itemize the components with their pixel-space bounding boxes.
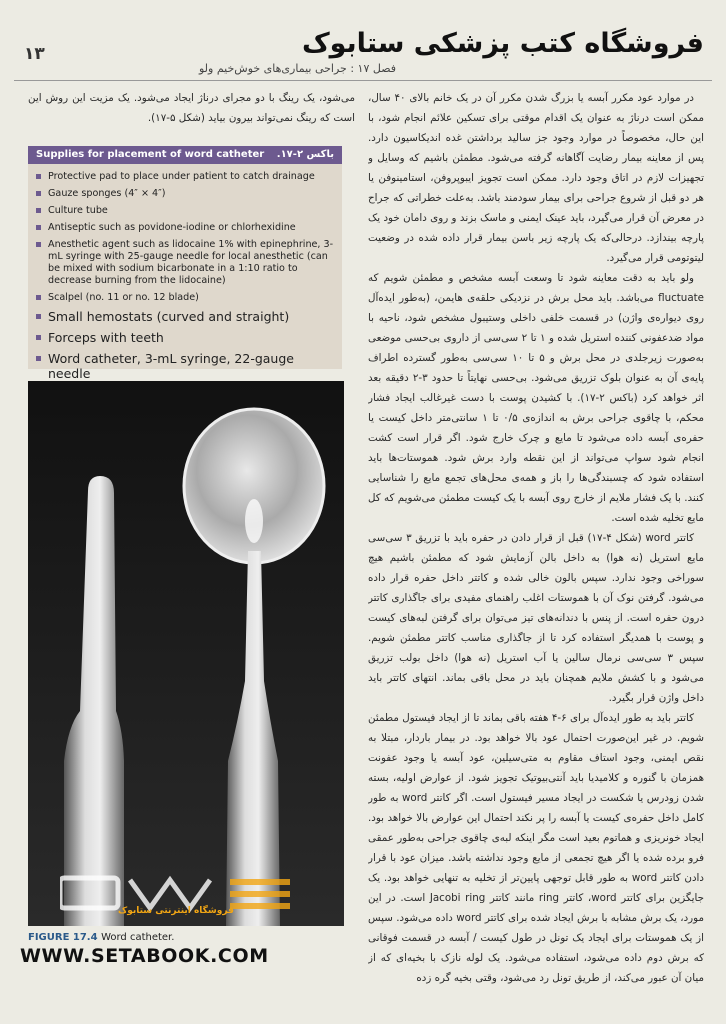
catheter-photo (28, 381, 344, 926)
box-item-text: Culture tube (48, 205, 108, 216)
bullet-icon (36, 295, 41, 300)
body-paragraph: کاتتر باید به طور ایده‌آل برای ۶-۴ هفته باقی بماند تا از ایجاد فیستول مطمئن شویم. در غیر این‌صورت احتمال عود بالا خواهد بود. در بیمار باردار، مبتلا به نقص ایمنی، وجود استاف مقاوم به متی‌سیلین، عود آبسه یا وجود عفونت همزمان با گنوره و کلامیدیا باید آنتی‌بیوتیک تجویز شود. از عوارض اولیه، بسته شدن زودرس یا شکست در ایجاد مسیر فیستول است. اگر کاتتر word به طور کامل داخل حفره‌ی کیست یا آبسه را پر نکند احتمال این عوارض بالا خواهد بود. ایجاد خونریزی و هماتوم بعید است مگر اینکه لبه‌ی چاقوی جراحی به‌طور عمقی فرو برده شده یا اگر هیچ تجمعی از مایع وجود نداشته باشد. میزان عود با قرار دادن کاتتر word به طور قابل توجهی پایین‌تر از تخلیه به تنهایی خواهد بود. یک جایگزین برای کاتتر word، کاتتر ring مانند کاتتر Jacobi ring است. در این مورد، یک برش مشابه با برش ایجاد شده برای کاتتر word داده می‌شود. سپس از یک هموستات برای ایجاد یک تونل در طول کیست / آبسه در قسمت فوقانی که برش دوم داده می‌شود، استفاده می‌شود. یک لوله نازک با بخیه‌ای که از میان آن عبور می‌کند، از طریق تونل رد می‌شود، وقتی بخیه گره زده (368, 712, 704, 984)
balloon-tip (245, 499, 263, 543)
bullet-icon (36, 191, 41, 196)
box-item-text: Anesthetic agent such as lidocaine 1% with epinephrine, 3-mL syringe with 25-gauge needle for local anesthetic (can be mixed with sodium bicarbonate in a 1:10 ratio to decrease burning from the lidocaine) (48, 239, 334, 286)
bullet-icon (36, 208, 41, 213)
bullet-icon (36, 174, 41, 179)
box-item-text: Protective pad to place under patient to catch drainage (48, 171, 315, 182)
box-list-item (36, 330, 334, 345)
bullet-icon (36, 242, 41, 247)
box-item-text: Gauze sponges (4″ × 4″) (48, 188, 166, 199)
box-item-text: Antiseptic such as povidone-iodine or chlorhexidine (48, 222, 296, 233)
figure-label: FIGURE 17.4 (28, 932, 98, 943)
box-title-fa: باکس ۲-۱۷. (276, 149, 334, 160)
box-header (28, 146, 342, 164)
box-list-item (36, 171, 334, 183)
page-number: ۱۳ (24, 44, 45, 64)
body-paragraph: ولو باید به دقت معاینه شود تا وسعت آبسه مشخص و مطمئن شویم که fluctuate می‌باشد. باید محل برش در نزدیکی حلقه‌ی هایمن، (به‌طور ایده‌آل روی دیواره‌ی واژن) در قسمت خلفی داخلی وستیبول مشخص شود، ناحیه با مواد ضدعفونی کننده استریل شده و ۱ تا ۲ سی‌سی از داروی بی‌حسی موضعی به‌صورت زیرجلدی در محل برش و ۵ تا ۱۰ سی‌سی به‌طور گسترده اطراف پایه‌ی آن به عنوان بلوک تزریق می‌شود. بی‌حسی نهایتاً تا حدود ۳-۲ دقیقه بعد اثر خواهد کرد (باکس ۲-۱۷). با کشیدن پوست با دست غیرغالب ایجاد فشار محکم، با چاقوی جراحی برش به اندازه‌ی ۰/۵ تا ۱ سانتی‌متر داخل کیست یا حفره‌ی آبسه داده می‌شود تا مایع و چرک خارج شود. اگر قرار است کشت انجام شود سواپ می‌تواند از این نقطه وارد برش شود. هموستات‌ها باید استفاده شود که چسبندگی‌ها را باز و همه‌ی محل‌های تجمع مایع را شناسایی کنند. با یک فشار ملایم از خارج روی آبسه با یک کیست مطمئن می‌شویم که کل مایع تخلیه شده است. (368, 272, 704, 524)
box-item-text: Scalpel (no. 11 or no. 12 blade) (48, 292, 199, 303)
box-item-text: Forceps with teeth (48, 330, 164, 345)
box-list-item (36, 351, 334, 381)
box-list-item (36, 205, 334, 217)
box-list-item (36, 188, 334, 200)
header-rule (14, 80, 712, 81)
bullet-icon (36, 335, 41, 340)
bullet-icon (36, 314, 41, 319)
box-item-text: Small hemostats (curved and straight) (48, 309, 290, 324)
box-list-item (36, 292, 334, 304)
site-url: WWW.SETABOOK.COM (20, 945, 269, 967)
supplies-box (28, 146, 342, 381)
bullet-icon (36, 356, 41, 361)
box-item-text: Word catheter, 3-mL syringe, 22-gauge needle (48, 351, 294, 381)
box-list (28, 164, 342, 381)
main-text-column (368, 88, 704, 1016)
figure-caption (28, 932, 174, 943)
store-title: فروشگاه کتب پزشکی ستابوک (301, 28, 704, 59)
running-head: فصل ۱۷ : جراحی بیماری‌های خوش‌خیم ولو (198, 62, 396, 75)
left-intro-text: می‌شود، یک رینگ با دو مجرای درناژ ایجاد می‌شود. یک مزیت این روش این است که رینگ نمی‌تواند بیرون بیاید (شکل ۵-۱۷). (28, 92, 355, 124)
word-catheter-image (28, 381, 344, 926)
body-paragraph: کاتتر word (شکل ۴-۱۷) قبل از قرار دادن در حفره باید با تزریق ۳ سی‌سی مایع استریل (نه هوا) به داخل بالن آزمایش شود که مطمئن باشیم هیچ سوراخی وجود ندارد. سپس بالون خالی شده و کاتتر داخل حفره قرار داده می‌شود. گرفتن نوک آن با هموستات اغلب راهنمای مفیدی برای جاگذاری کاتتر درون حفره است. از پنس با دندانه‌های تیز می‌توان برای گرفتن لبه‌های کیست و پوست با همدیگر استفاده کرد تا از جاگذاری مناسب کاتتر مطمئن شویم. سپس ۳ سی‌سی نرمال سالین یا آب استریل (نه هوا) داخل بولب تزریق می‌شود و با کشش ملایم همچنان باید در محل باقی بماند. انتهای کاتتر باید داخل واژن قرار بگیرد. (368, 532, 704, 704)
body-paragraph: در موارد عود مکرر آبسه یا بزرگ شدن مکرر آن در یک خانم بالای ۴۰ سال، ممکن است درناژ به عنوان یک اقدام موقتی برای تسکین علائم انجام شود، با این حال، مخصوصاً در موارد وجود جز سالید برداشتن غده اندیکاسیون دارد. پس از معاینه بیمار رضایت آگاهانه گرفته می‌شود. مطمئن باشیم که وسایل و تجهیزات لازم در اتاق وجود دارد. ممکن است تجویز ایبوپروفن، استامینوفن یا هر دو قبل از شروع جراحی برای بیمار سودمند باشد. به‌علت خطراتی که جراح در معرض آن قرار می‌گیرد، باید عینک ایمنی و ماسک بزند و روی دامان خود یک پارچه بیندازد. درحالی‌که یک پارچه زیر باسن بیمار قرار داده شده در وضعیت لیتوتومی قرار می‌گیرد. (368, 92, 704, 264)
box-list-item (36, 222, 334, 234)
figure-caption-text: Word catheter. (101, 932, 175, 943)
box-list-item (36, 239, 334, 287)
bullet-icon (36, 225, 41, 230)
box-list-item (36, 309, 334, 324)
watermark-text: فروشگاه اینترنتی ستابوک (118, 906, 234, 916)
box-title-en: Supplies for placement of word catheter (36, 149, 265, 160)
